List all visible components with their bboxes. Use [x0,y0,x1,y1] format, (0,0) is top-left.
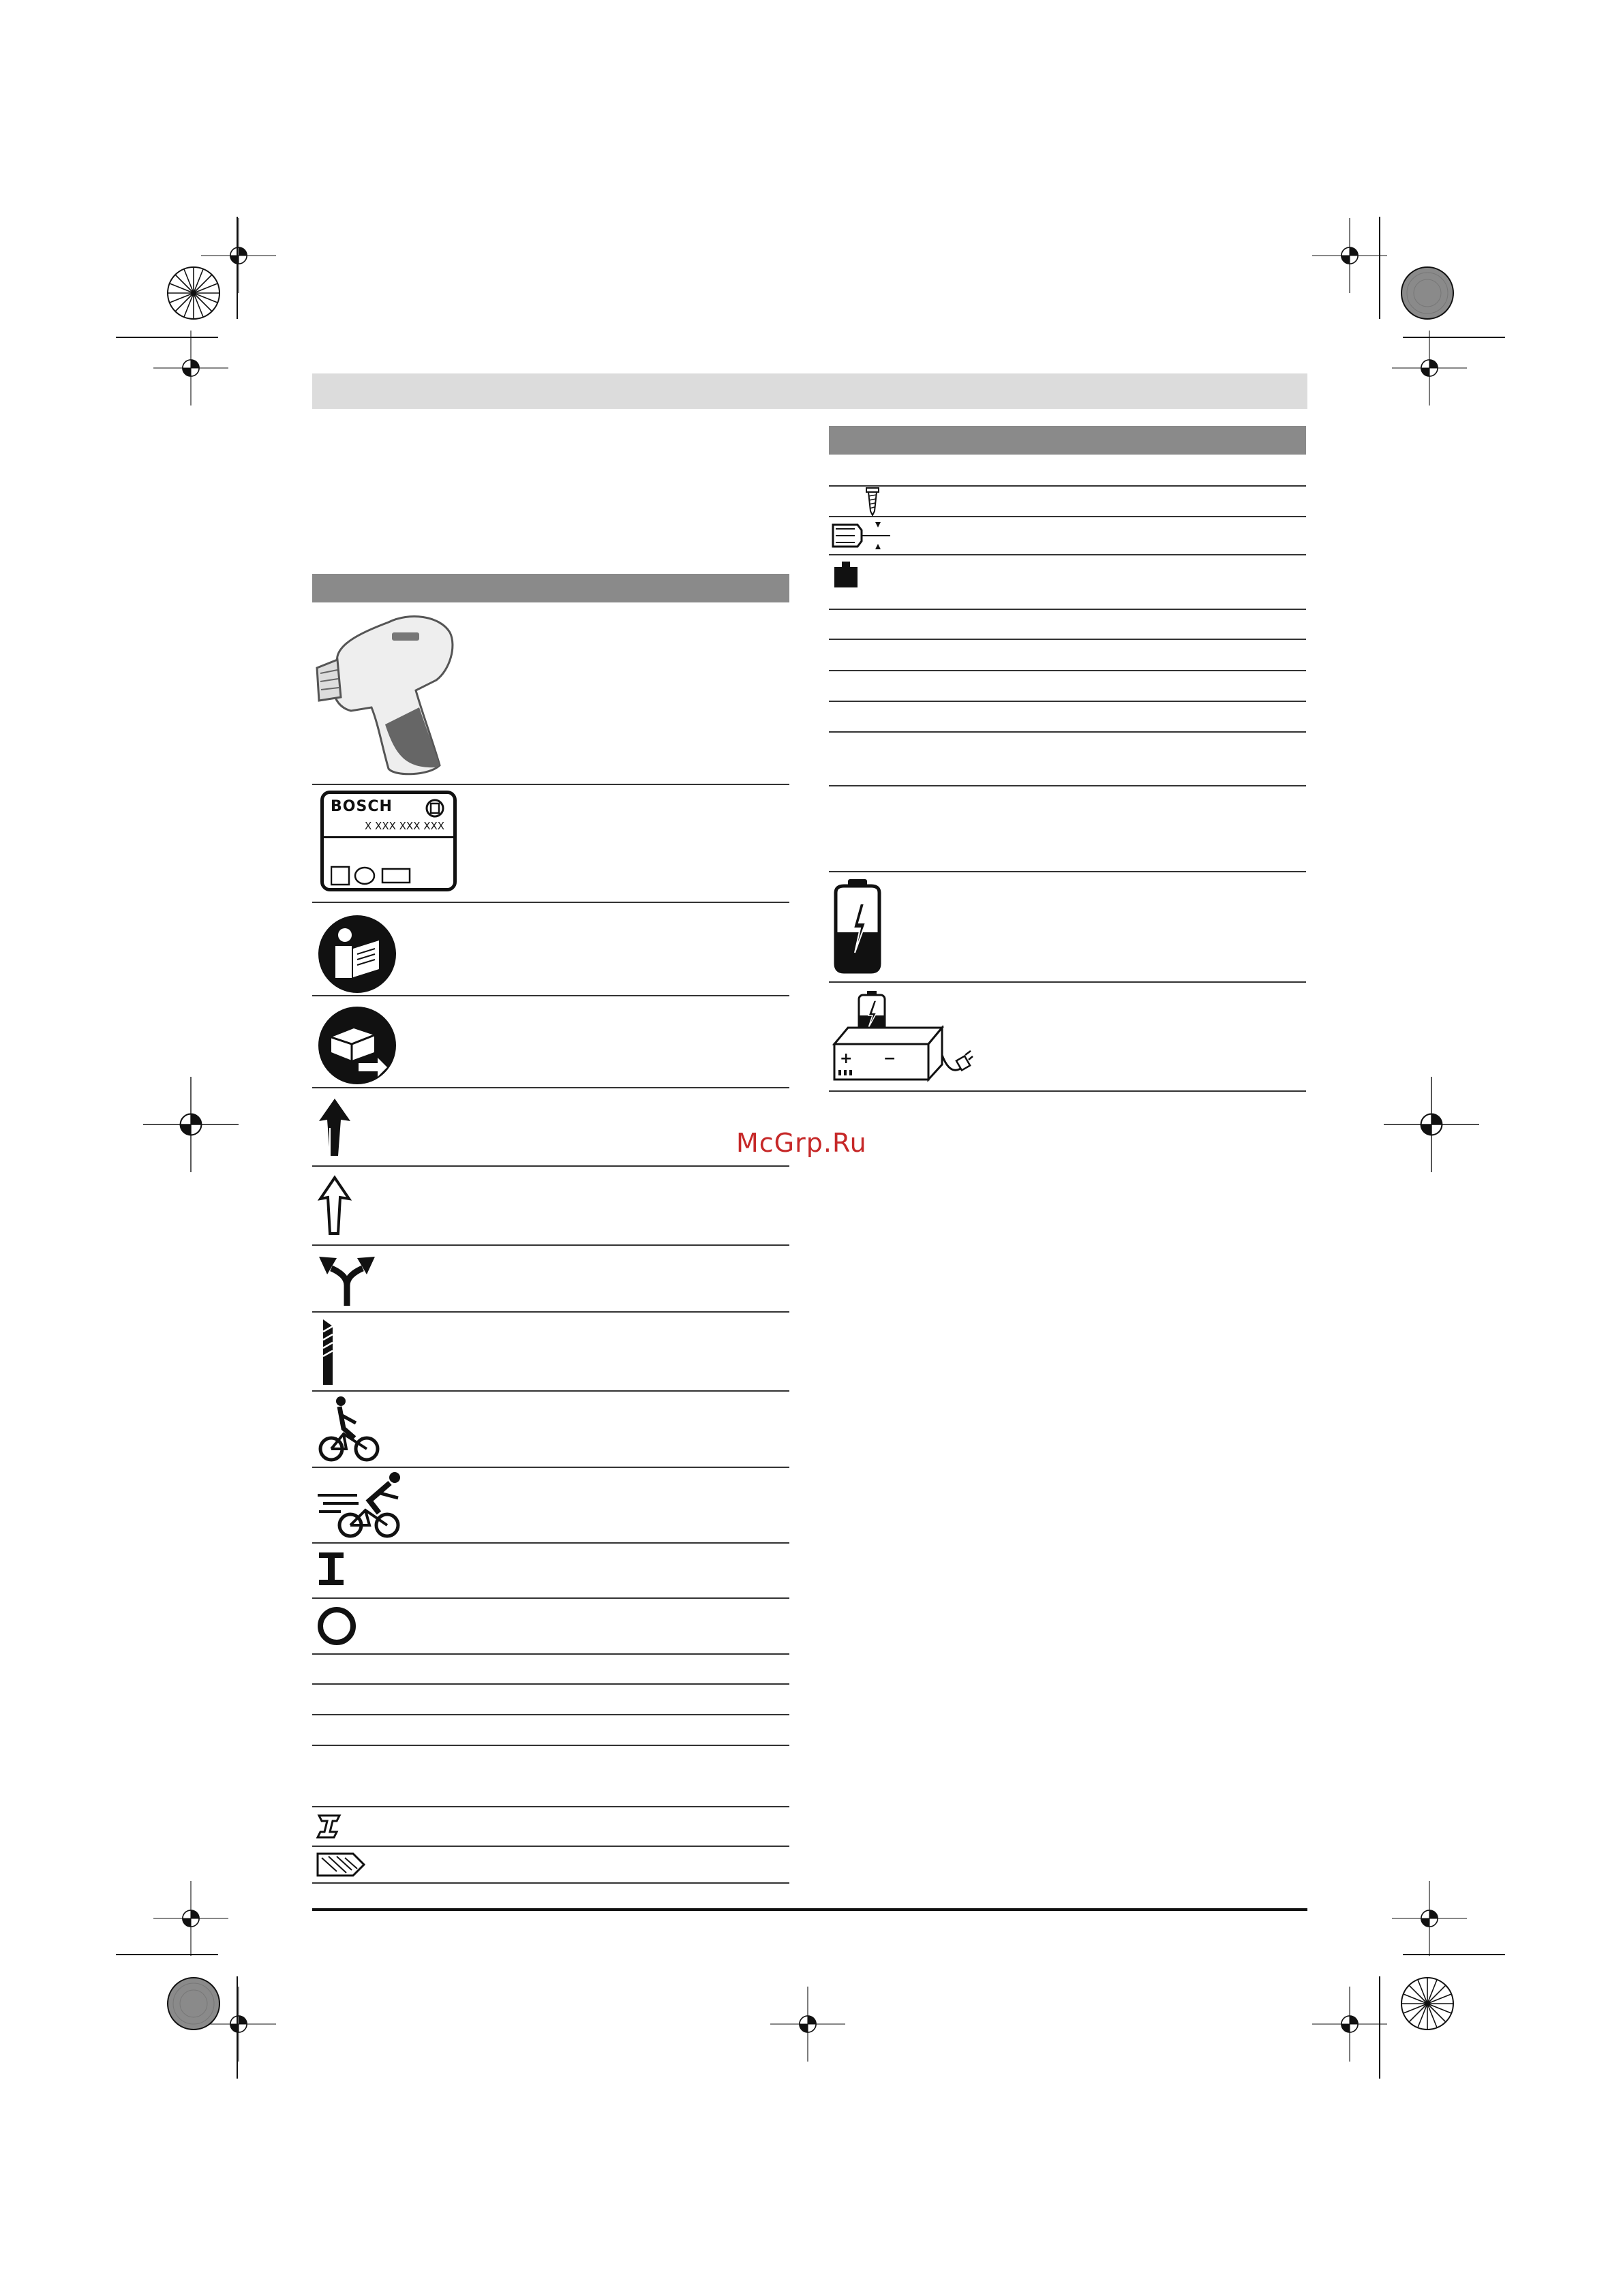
left-row-divider [312,995,789,996]
color-target-top-left [166,266,221,320]
slow-cyclist-icon [316,1396,384,1464]
left-row-divider [312,1806,789,1807]
left-row-divider [312,1653,789,1655]
right-row-divider [829,871,1306,872]
screw-icon [864,487,881,517]
right-row-divider [829,609,1306,610]
left-row-divider [312,1244,789,1246]
left-row-divider [312,1165,789,1167]
registration-mark-side-top-right [1392,331,1467,405]
svg-text:−: − [883,1050,896,1067]
registration-mark-bottom-right [1312,1987,1387,2062]
right-row-divider [829,981,1306,983]
accessory-box-icon [316,1005,398,1086]
outline-arrow-up-icon [318,1175,352,1236]
read-manual-icon [316,913,398,995]
drill-bit-icon [318,1318,338,1386]
page-header-band [312,373,1307,409]
right-row-divider [829,701,1306,702]
left-row-divider [312,1882,789,1884]
color-target-bottom-left [166,1976,221,2031]
fast-cyclist-icon [316,1471,412,1539]
nameplate-code: X XXX XXX XXX [365,820,445,832]
weight-icon [833,560,859,589]
registration-mark-mid-left [143,1077,239,1172]
color-target-top-right [1400,266,1455,320]
right-row-divider [829,731,1306,733]
right-row-divider [829,670,1306,671]
left-row-divider [312,1467,789,1468]
cordless-drill-icon [314,605,464,779]
wood-icon [316,1850,365,1878]
on-switch-icon [318,1551,345,1587]
registration-mark-bottom-center [750,1987,866,2062]
right-row-divider [829,554,1306,555]
registration-mark-bottom-left-side [153,1881,228,1956]
page-footer-rule [312,1908,1307,1911]
chuck-width-icon [830,521,892,551]
left-row-divider [312,1745,789,1746]
watermark-text: McGrp.Ru [736,1128,867,1158]
left-row-divider [312,784,789,785]
left-row-divider [312,1311,789,1313]
color-target-bottom-right [1400,1976,1455,2031]
fork-arrows-icon [316,1251,378,1308]
svg-text:+: + [840,1050,853,1067]
left-section-bar [312,574,789,602]
left-row-divider [312,1390,789,1392]
right-row-divider [829,785,1306,786]
registration-mark-mid-right [1384,1077,1479,1172]
left-row-divider [312,1846,789,1847]
filled-arrow-up-icon [318,1097,352,1159]
off-switch-icon [316,1606,357,1647]
registration-mark-side-top-left [153,331,228,405]
right-row-divider [829,1090,1306,1092]
battery-icon [830,878,885,975]
right-row-divider [829,485,1306,487]
left-row-divider [312,1683,789,1685]
charger-icon [830,990,973,1085]
nameplate-brand: BOSCH [331,798,393,815]
steel-beam-icon [316,1813,344,1840]
registration-mark-bottom-right-side [1392,1881,1467,1956]
right-section-bar [829,426,1306,455]
left-row-divider [312,1597,789,1599]
left-row-divider [312,902,789,903]
right-row-divider [829,516,1306,517]
left-row-divider [312,1542,789,1544]
left-row-divider [312,1714,789,1715]
nameplate-icon [320,791,457,891]
right-row-divider [829,639,1306,640]
left-row-divider [312,1087,789,1088]
registration-mark-top-right [1312,218,1387,293]
